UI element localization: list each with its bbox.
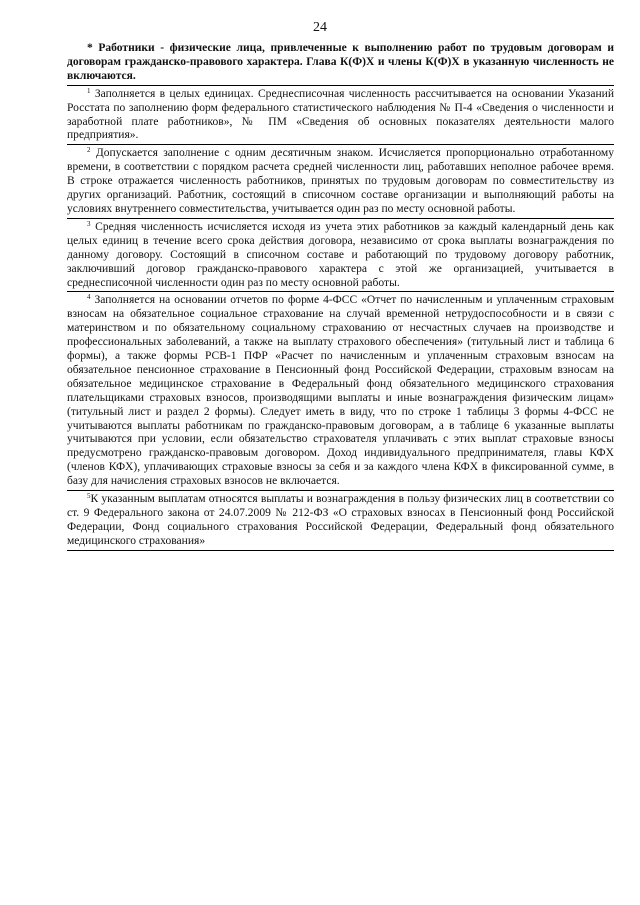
footnote-marker: 4	[87, 293, 91, 302]
footnote-text: К указанным выплатам относятся выплаты и вознаграждения в пользу физических лиц в соответствии со ст. 9 Федерального закона от 24.07.2009 № 212-ФЗ «О страховых взносах в Пенсионный фонд Российской Федерации, Фонд социального страхования Российской Федерации, Федеральный фонд обязательного медицинского страхования»	[67, 493, 614, 547]
footnote-5	[67, 493, 614, 551]
note-asterisk	[67, 42, 614, 86]
footnote-2	[67, 147, 614, 219]
footnote-marker: 5	[87, 492, 91, 501]
note-text: Работники - физические лица, привлеченные к выполнению работ по трудовым договорам и договорам гражданско-правового характера. Глава К(Ф)Х и члены К(Ф)Х в указанную численность не включаются.	[67, 42, 614, 82]
footnote-text: Заполняется в целых единицах. Среднесписочная численность рассчитывается на основании Указаний Росстата по заполнению форм федерального статистического наблюдения № П-4 «Сведения о численности и заработной плате работников», № ПМ «Сведения об основных показателях деятельности малого предприятия».	[67, 87, 615, 142]
footnote-text: Заполняется на основании отчетов по форме 4-ФСС «Отчет по начисленным и уплаченным страховым взносам на обязательное социальное страхование на случай временной нетрудоспособности и в связи с материнством и по обязательному социальному страхованию от несчастных случаев на производстве и профессиональных заболеваний, а также на выплату страхового обеспечения» (титульный лист и таблица 6 формы), а также формы РСВ-1 ПФР «Расчет по начисленным и уплаченным страховым взносам на обязательное пенсионное страхование в Пенсионный фонд Российской Федерации, страховым взносам на обязательное медицинское страхование в Федеральный фонд обязательного медицинского страхования плательщиками страховых взносов, производящими выплаты и иные вознаграждения физическим лицам» (титульный лист и раздел 2 формы). Следует иметь в виду, что по строке 1 таблицы 3 формы 4-ФСС не учитываются выплаты работникам по гражданско-правовым договорам, а в таблице 6 указанные выплаты учитываются при условии, если обязательство страхователя уплачивать с этих выплат страховые взносы предусмотрено гражданско-правовым договором. Доход индивидуального предпринимателя, главы КФХ (членов КФХ), уплачивающих страховые взносы за себя и за каждого члена КФХ в фиксированной сумме, в базу для начисления страховых взносов не включается.	[67, 294, 614, 488]
footnote-4	[67, 294, 614, 491]
footnote-marker: 2	[87, 146, 91, 155]
footnotes-list	[67, 42, 614, 553]
footnote-marker: 3	[87, 219, 91, 228]
footnote-marker: 1	[87, 86, 91, 95]
footnote-1	[67, 88, 614, 146]
footnote-text: Допускается заполнение с одним десятичным знаком. Исчисляется пропорционально отработанному времени, в соответствии с порядком расчета средней численности лиц, работавших неполное рабочее время. В строке отражается численность работников, принятых по трудовым договорам по совместительству из других организаций. Работник, состоящий в списочном составе организации и выполняющий работы на условиях внутреннего совместительства, учитывается один раз по месту основной работы.	[67, 147, 614, 215]
note-marker: *	[87, 42, 93, 54]
footnote-text: Средняя численность исчисляется исходя из учета этих работников за каждый календарный день как целых единиц в течение всего срока действия договора, независимо от срока выплаты вознаграждения по данному договору. Состоящий в списочном составе и работающий по трудовому договору работник, заключивший договор гражданско-правового характера с этой же организацией, учитывается в среднесписочной численности один раз по месту основной работы.	[67, 220, 615, 289]
footnote-3	[67, 221, 614, 293]
page-number: 24	[313, 20, 327, 35]
